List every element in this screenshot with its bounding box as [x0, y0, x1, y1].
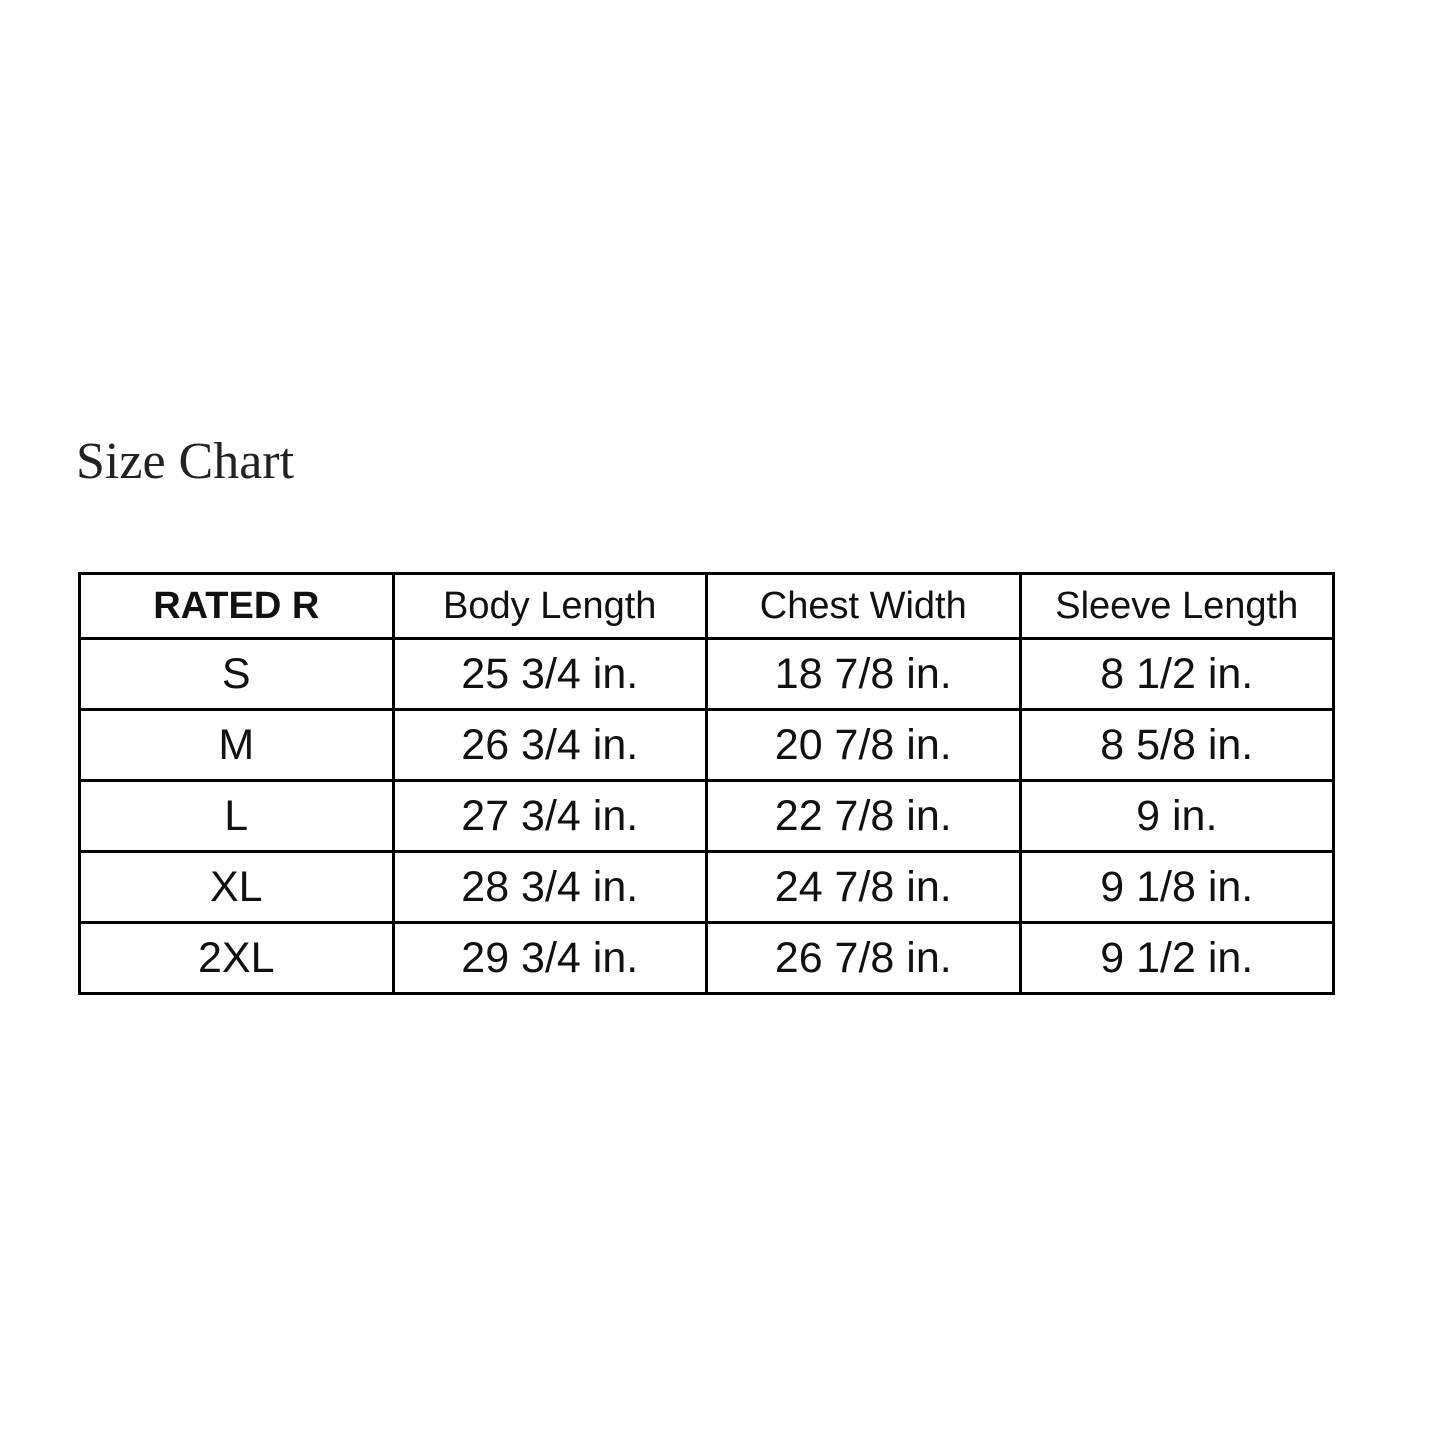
- body-length-cell: 28 3/4 in.: [393, 852, 707, 923]
- table-header-sleeve-length: Sleeve Length: [1020, 574, 1334, 639]
- body-length-cell: 25 3/4 in.: [393, 639, 707, 710]
- sleeve-length-cell: 8 1/2 in.: [1020, 639, 1334, 710]
- table-header-brand: RATED R: [80, 574, 394, 639]
- table-row: [80, 923, 1334, 994]
- table-header-body-length: Body Length: [393, 574, 707, 639]
- table-row: [80, 852, 1334, 923]
- size-cell: 2XL: [80, 923, 394, 994]
- body-length-cell: 26 3/4 in.: [393, 710, 707, 781]
- table-row: [80, 710, 1334, 781]
- table-row: [80, 781, 1334, 852]
- size-cell: L: [80, 781, 394, 852]
- table-row: [80, 639, 1334, 710]
- sleeve-length-cell: 8 5/8 in.: [1020, 710, 1334, 781]
- body-length-cell: 27 3/4 in.: [393, 781, 707, 852]
- sleeve-length-cell: 9 1/2 in.: [1020, 923, 1334, 994]
- sleeve-length-cell: 9 in.: [1020, 781, 1334, 852]
- chest-width-cell: 24 7/8 in.: [707, 852, 1021, 923]
- sleeve-length-cell: 9 1/8 in.: [1020, 852, 1334, 923]
- chest-width-cell: 20 7/8 in.: [707, 710, 1021, 781]
- body-length-cell: 29 3/4 in.: [393, 923, 707, 994]
- table-header-chest-width: Chest Width: [707, 574, 1021, 639]
- table-header-row: [80, 574, 1334, 639]
- size-cell: XL: [80, 852, 394, 923]
- chest-width-cell: 22 7/8 in.: [707, 781, 1021, 852]
- chest-width-cell: 26 7/8 in.: [707, 923, 1021, 994]
- size-chart-table: [78, 572, 1335, 995]
- chest-width-cell: 18 7/8 in.: [707, 639, 1021, 710]
- page-title: Size Chart: [76, 433, 295, 490]
- size-cell: M: [80, 710, 394, 781]
- size-cell: S: [80, 639, 394, 710]
